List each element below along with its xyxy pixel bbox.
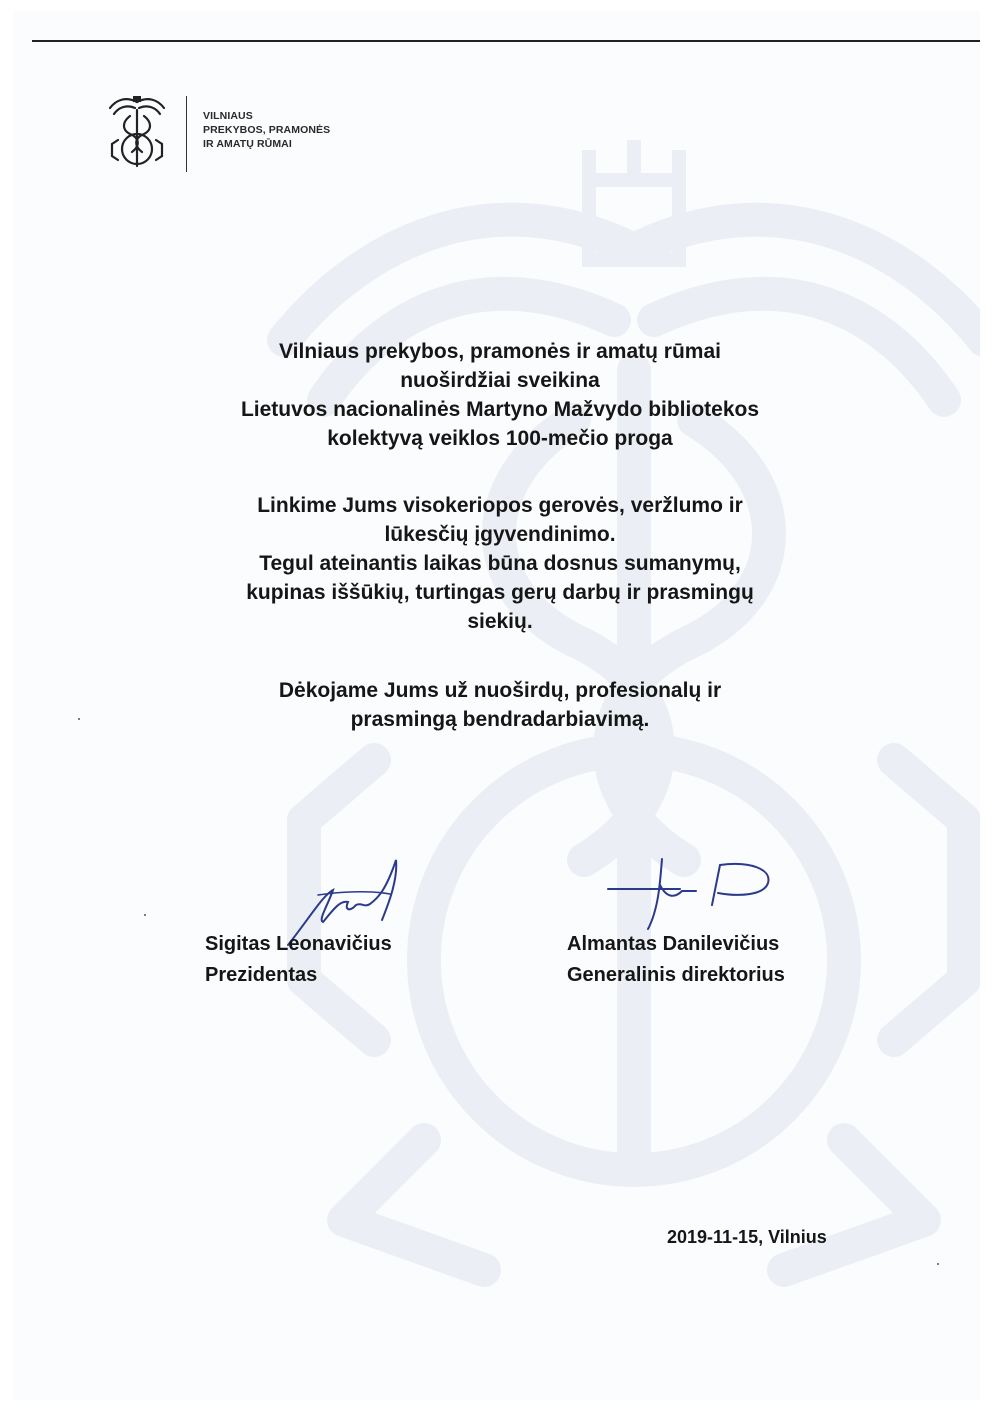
thanks-line: prasmingą bendradarbiavimą.	[350, 708, 650, 731]
greeting-line: kolektyvą veiklos 100-mečio proga	[327, 427, 673, 450]
date-place: 2019-11-15, Vilnius	[667, 1227, 827, 1247]
scan-speck	[937, 1263, 939, 1265]
chamber-emblem-icon	[104, 94, 170, 170]
signatory-name: Almantas Danilevičius	[567, 933, 780, 955]
organization-name-line: VILNIAUS	[203, 110, 253, 122]
thanks-paragraph	[100, 676, 900, 734]
wishes-line: lūkesčių įgyvendinimo.	[384, 523, 616, 546]
signature-right-icon	[600, 855, 780, 935]
wishes-line: kupinas iššūkių, turtingas gerų darbų ir prasmingų	[246, 581, 754, 604]
organization-name-line: IR AMATŲ RŪMAI	[203, 138, 292, 150]
scan-speck	[78, 718, 80, 720]
signatory-title: Prezidentas	[205, 964, 318, 986]
greeting-line: nuoširdžiai sveikina	[400, 369, 600, 392]
signatory-name: Sigitas Leonavičius	[205, 933, 392, 955]
signatory-right	[567, 929, 785, 991]
organization-name	[203, 109, 330, 151]
scan-speck	[144, 914, 146, 916]
thanks-line: Dėkojame Jums už nuoširdų, profesionalų ir	[278, 679, 722, 702]
wishes-paragraph	[100, 491, 900, 636]
greeting-paragraph	[100, 337, 900, 453]
signatory-left	[205, 929, 392, 991]
top-rule	[32, 40, 980, 42]
greeting-line: Lietuvos nacionalinės Martyno Mažvydo bibliotekos	[240, 398, 760, 421]
signatory-title: Generalinis direktorius	[567, 964, 785, 986]
wishes-line: siekių.	[467, 610, 533, 633]
organization-name-line: PREKYBOS, PRAMONĖS	[203, 124, 331, 136]
wishes-line: Tegul ateinantis laikas būna dosnus sumanymų,	[259, 552, 741, 575]
wishes-line: Linkime Jums visokeriopos gerovės, veržlumo ir	[257, 494, 743, 517]
greeting-line: Vilniaus prekybos, pramonės ir amatų rūmai	[279, 340, 721, 363]
logo-divider	[186, 96, 187, 172]
